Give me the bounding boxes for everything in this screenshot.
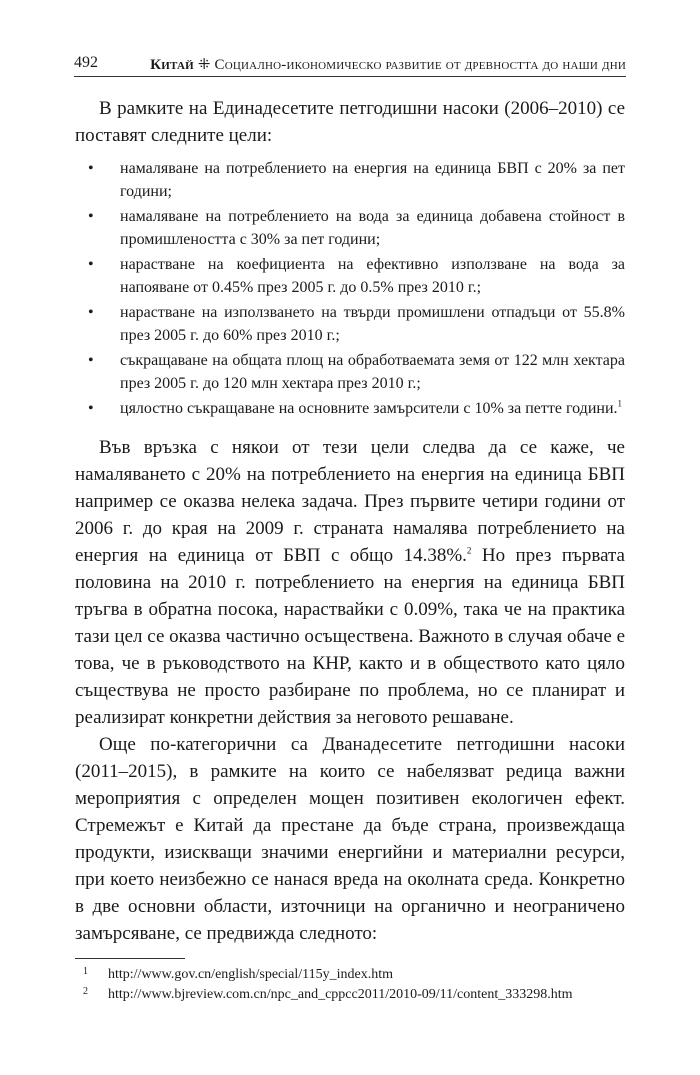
footnote-item bbox=[75, 985, 635, 1005]
body-text bbox=[75, 95, 625, 947]
page-number: 492 bbox=[74, 54, 98, 71]
footnote-ref-2[interactable]: 2 bbox=[466, 545, 472, 556]
list-item: • намаляване на потреблението на вода за единица добавена стойност в промишлеността с 30% за пет години; bbox=[75, 205, 625, 251]
paragraph-twelfth-plan: Още по-категорични са Дванадесетите петгодишни насоки (2011–2015), в рамките на които се набелязват редица важни мероприятия с определен мощен позитивен екологичен ефект. Стремежът е Китай да престане да бъде страна, произвеждаща продукти, изискващи значими енергийни и материални ресурси, при което неизбежно се нанася вреда на околната среда. Конкретно в две основни области, източници на органично и неограничено замърсяване, се предвижда следното: bbox=[75, 734, 625, 944]
intro-paragraph: В рамките на Единадесетите петгодишни насоки (2006–2010) се поставят следните цели: bbox=[75, 98, 625, 146]
paragraph-energy: Във връзка с някои от тези цели следва да се каже, че намаляването с 20% на потреблението на енергия на единица БВП например се оказва нелека задача. През първите четири години от 2006 г. до края на 2009 г. страната намалява потреблението на енергия на единица от БВП с общо 14.38%.$^2$ Но през първата половина на 2010 г. потреблението на енергия на единица БВП тръгва в обратна посока, нараствайки с 0.09%, така че на практика тази цел се оказва частично осъществена. Важното в случая обаче е това, че в ръководството на КНР, както и в обществото като цяло съществува не просто разбиране по проблема, но се планират и реализират конкретни действия за неговото решаване. bbox=[75, 437, 625, 728]
list-item: • нарастване на използването на твърди промишлени отпадъци от 55.8% през 2005 г. до 60% през 2010 г.; bbox=[75, 301, 625, 347]
footnote-ref-1[interactable]: 1 bbox=[617, 398, 622, 409]
footnote-link[interactable]: http://www.bjreview.com.cn/npc_and_cppcc2011/2010-09/11/content_333298.htm bbox=[108, 987, 573, 1002]
bullet-icon: • bbox=[88, 352, 94, 369]
book-subtitle: Социално-икономическо развитие от древността до наши дни bbox=[214, 57, 626, 73]
bullet-icon: • bbox=[88, 208, 94, 225]
list-item: • цялостно съкращаване на основните замърсители с 10% за петте години.$^1$ bbox=[75, 397, 625, 420]
ornament-separator: ⁜ bbox=[197, 57, 211, 73]
footnote-number: 1 bbox=[83, 966, 88, 977]
bullet-icon: • bbox=[88, 160, 94, 177]
list-item: • намаляване на потреблението на енергия на единица БВП с 20% за пет години; bbox=[75, 157, 625, 203]
bullet-icon: • bbox=[88, 256, 94, 273]
bullet-icon: • bbox=[88, 400, 94, 417]
footnote-divider bbox=[75, 958, 185, 959]
bullet-icon: • bbox=[88, 304, 94, 321]
list-item: • съкращаване на общата площ на обработваемата земя от 122 млн хектара през 2005 г. до 120 млн хектара през 2010 г.; bbox=[75, 349, 625, 395]
book-title: Китай bbox=[150, 57, 194, 73]
running-header bbox=[74, 52, 626, 77]
footnote-link[interactable]: http://www.gov.cn/english/special/115y_index.htm bbox=[108, 967, 394, 982]
goals-list bbox=[75, 157, 625, 420]
footnote-item bbox=[75, 965, 635, 985]
footnote-number: 2 bbox=[83, 986, 88, 997]
footnotes bbox=[75, 965, 635, 1005]
list-item: • нарастване на коефициента на ефективно използване на вода за напояване от 0.45% през 2005 г. до 0.5% през 2010 г.; bbox=[75, 253, 625, 299]
running-title bbox=[150, 55, 626, 74]
